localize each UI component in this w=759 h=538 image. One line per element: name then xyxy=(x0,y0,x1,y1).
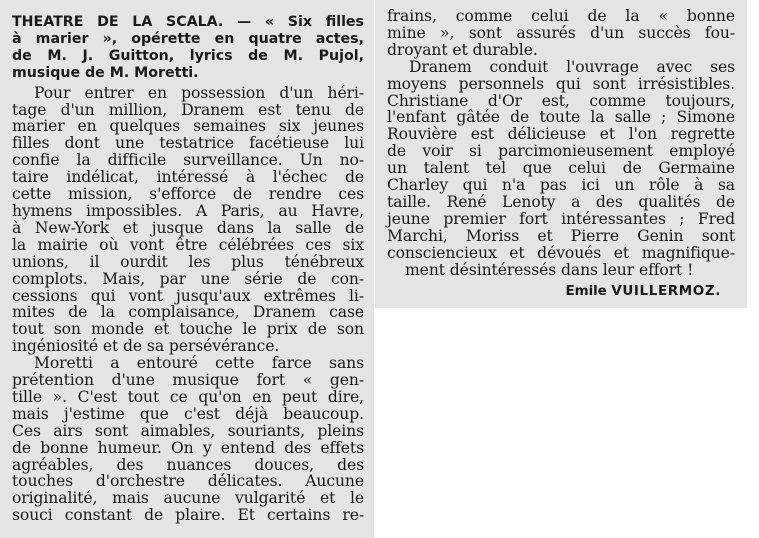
text-line: Moretti a entouré cette farce sans xyxy=(34,354,364,373)
text-line: mais j'estime que c'est déjà beaucoup. xyxy=(12,404,364,423)
text-line: tage d'un million, Dranem est tenu de xyxy=(12,100,364,119)
text-line: touches d'orchestre délicates. Aucune xyxy=(12,472,364,491)
text-line: de bonne humeur. On y entend des effets xyxy=(12,438,364,457)
text-line: hymens impossibles. A Paris, au Havre, xyxy=(12,201,364,220)
text-line: droyant et durable. xyxy=(387,40,538,59)
article-column-right xyxy=(375,0,747,308)
text-line: la mairie où vont être célébrées ces six xyxy=(12,235,364,254)
text-line: confie la difficile surveillance. Un no- xyxy=(12,151,364,170)
text-line: à New-York et jusque dans la salle de xyxy=(12,218,364,237)
text-line: filles dont une testatrice facétieuse lui xyxy=(12,134,364,153)
text-line: tille ». C'est tout ce qu'on en peut dire, xyxy=(12,387,364,406)
paragraph-2 xyxy=(12,355,364,524)
headline-line: à marier », opérette en quatre actes, xyxy=(12,30,364,47)
text-line: Rouvière est délicieuse et l'on regrette xyxy=(387,125,735,144)
text-line: unions, il ourdit les plus ténébreux xyxy=(12,252,364,271)
text-line: tout son monde et touche le prix de son xyxy=(12,320,364,339)
text-line: Charley qui n'a pas ici un rôle à sa xyxy=(387,176,735,195)
text-line: agréables, des nuances douces, des xyxy=(12,455,364,474)
text-line: de voir si parcimonieusement employé xyxy=(387,142,735,161)
text-line: cette mission, s'efforce de rendre ces xyxy=(12,185,364,204)
text-line: Pour entrer en possession d'un héri- xyxy=(34,83,364,102)
headline-line: THEATRE DE LA SCALA. — « Six filles xyxy=(12,14,364,30)
headline xyxy=(12,14,364,82)
author-first-name: Emile xyxy=(565,282,607,299)
text-line: souci constant de plaire. Et certains re- xyxy=(12,506,364,525)
text-line: moyens personnels qui sont irrésistibles. xyxy=(387,74,735,93)
text-line: consciencieux et dévoués et magnifique- xyxy=(387,243,735,262)
paragraph-2-continued xyxy=(387,8,735,59)
text-line: taille. René Lenoty a des qualités de xyxy=(387,192,735,211)
headline-line: musique de M. Moretti. xyxy=(12,64,199,81)
author-last-name: VUILLERMOZ. xyxy=(611,282,721,299)
text-line: originalité, mais aucune vulgarité et le xyxy=(12,489,364,508)
text-line: ingéniosité et de sa persévérance. xyxy=(12,337,280,356)
text-line: un talent tel que celui de Germaine xyxy=(387,159,735,178)
text-line: Dranem conduit l'ouvrage avec ses xyxy=(409,57,735,76)
text-line: mites de la complaisance, Dranem case xyxy=(12,303,364,322)
paragraph-1 xyxy=(12,85,364,356)
text-line: Marchi, Moriss et Pierre Genin sont xyxy=(387,226,735,245)
paragraph-3 xyxy=(387,59,735,279)
text-line: complots. Mais, par une série de con- xyxy=(12,269,364,288)
author-signature xyxy=(387,283,735,300)
text-line: ment désintéressés dans leur effort ! xyxy=(405,260,694,279)
text-line: l'enfant gâtée de toute la salle ; Simone xyxy=(387,108,735,127)
text-line: Ces airs sont aimables, souriants, pleins xyxy=(12,421,364,440)
text-line: jeune premier fort intéressantes ; Fred xyxy=(387,209,735,228)
text-line: cessions qui vont jusqu'aux extrêmes li- xyxy=(12,286,364,305)
text-line: Christiane d'Or est, comme toujours, xyxy=(387,91,735,110)
text-line: frains, comme celui de la « bonne xyxy=(387,7,735,25)
headline-line: de M. J. Guitton, lyrics de M. Pujol, xyxy=(12,47,364,64)
text-line: marier en quelques semaines six jeunes xyxy=(12,117,364,136)
article-column-left xyxy=(0,0,374,538)
text-line: taire indélicat, intéressé à l'échec de xyxy=(12,168,364,187)
text-line: prétention d'une musique fort « gen- xyxy=(12,371,364,390)
text-line: mine », sont assurés d'un succès fou- xyxy=(387,23,735,42)
